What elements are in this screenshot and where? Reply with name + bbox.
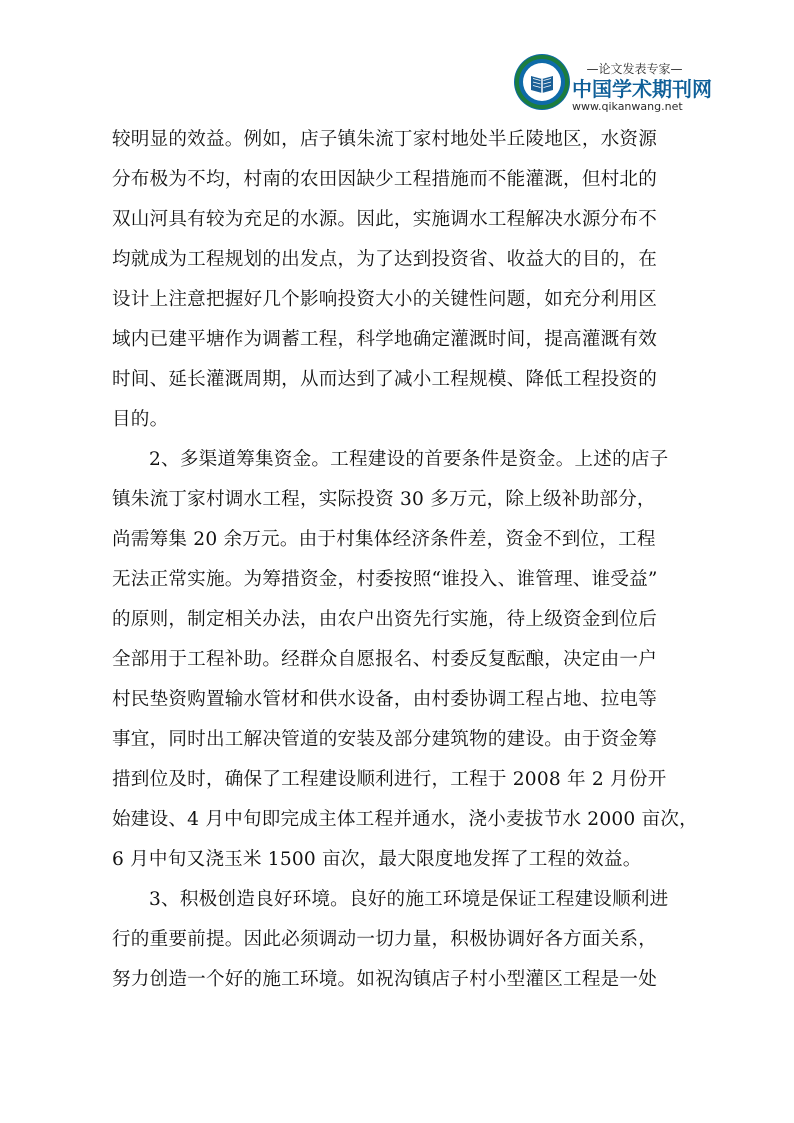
- text-line: 分布极为不均，村南的农田因缺少工程措施而不能灌溉，但村北的: [112, 169, 658, 190]
- logo-url: www.qikanwang.net: [572, 100, 683, 113]
- text-line: 镇朱流丁家村调水工程，实际投资 30 多万元，除上级补助部分，: [112, 489, 656, 510]
- document-body: [112, 120, 698, 1000]
- text-line: 措到位及时，确保了工程建设顺利进行，工程于 2008 年 2 月份开: [112, 769, 667, 790]
- text-line: 事宜，同时出工解决管道的安装及部分建筑物的建设。由于资金筹: [112, 729, 658, 750]
- text-line: 设计上注意把握好几个影响投资大小的关键性问题，如充分利用区: [112, 289, 658, 310]
- text-line: 6 月中旬又浇玉米 1500 亩次，最大限度地发挥了工程的效益。: [112, 849, 642, 870]
- paragraph-2: [112, 440, 698, 880]
- logo-tagline: —论文发表专家—: [586, 62, 683, 76]
- text-line: 双山河具有较为充足的水源。因此，实施调水工程解决水源分布不: [112, 209, 658, 230]
- text-line: 较明显的效益。例如，店子镇朱流丁家村地处半丘陵地区，水资源: [112, 129, 658, 150]
- text-line: 时间、延长灌溉周期，从而达到了减小工程规模、降低工程投资的: [112, 369, 658, 390]
- text-line: 全部用于工程补助。经群众自愿报名、村委反复酝酿，决定由一户: [112, 649, 658, 670]
- globe-book-icon: [512, 52, 572, 112]
- text-line: 行的重要前提。因此必须调动一切力量，积极协调好各方面关系，: [112, 929, 658, 950]
- text-line: 域内已建平塘作为调蓄工程，科学地确定灌溉时间，提高灌溉有效: [112, 329, 658, 350]
- paragraph-1: [112, 120, 678, 440]
- text-line: 的原则，制定相关办法，由农户出资先行实施，待上级资金到位后: [112, 609, 658, 630]
- text-line: 3、积极创造良好环境。良好的施工环境是保证工程建设顺利进: [149, 889, 669, 910]
- text-line: 均就成为工程规划的出发点，为了达到投资省、收益大的目的，在: [112, 249, 658, 270]
- text-line: 村民垫资购置输水管材和供水设备，由村委协调工程占地、拉电等: [112, 689, 658, 710]
- text-line: 目的。: [112, 409, 169, 430]
- text-line: 尚需筹集 20 余万元。由于村集体经济条件差，资金不到位，工程: [112, 529, 656, 550]
- text-line: 无法正常实施。为筹措资金，村委按照“谁投入、谁管理、谁受益”: [112, 569, 658, 590]
- text-line: 始建设、4 月中旬即完成主体工程并通水，浇小麦拔节水 2000 亩次，: [112, 809, 698, 830]
- text-line: 努力创造一个好的施工环境。如祝沟镇店子村小型灌区工程是一处: [112, 969, 658, 990]
- text-line: 2、多渠道筹集资金。工程建设的首要条件是资金。上述的店子: [149, 449, 669, 470]
- logo: [512, 52, 712, 122]
- paragraph-3: [112, 880, 678, 1000]
- logo-text: [572, 62, 712, 113]
- logo-brand-name: 中国学术期刊网: [572, 77, 712, 101]
